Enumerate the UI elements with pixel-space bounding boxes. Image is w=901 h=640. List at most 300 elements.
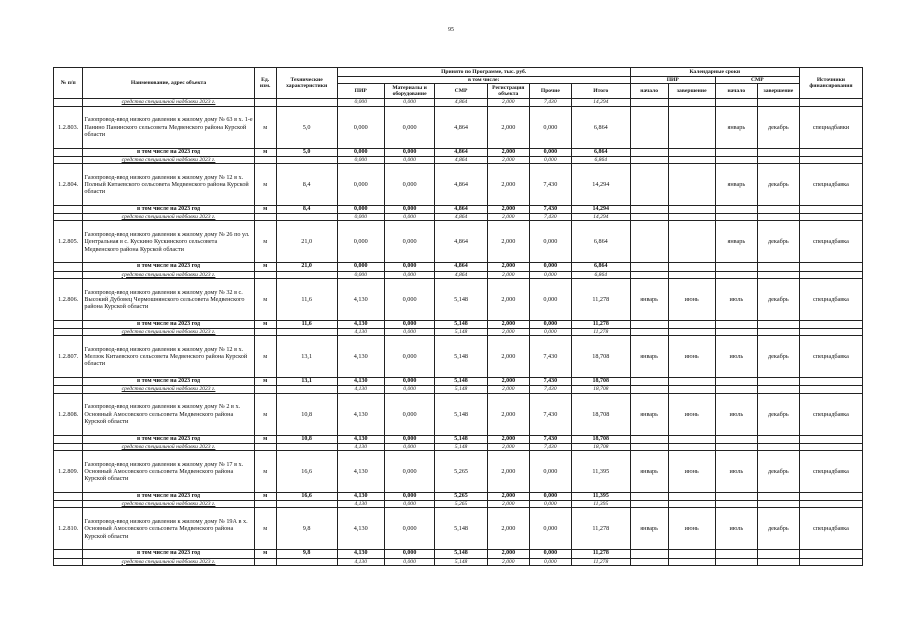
cell-source: спецнадбавка xyxy=(799,278,862,320)
incl-label: в том числе на 2023 год xyxy=(83,148,254,156)
empty-cell xyxy=(668,443,715,450)
empty-cell xyxy=(668,378,715,386)
empty-cell xyxy=(668,435,715,443)
cell-other: 0,000 xyxy=(529,263,571,271)
cell-smr-start: июль xyxy=(715,278,757,320)
cell-pir-end: июнь xyxy=(668,508,715,550)
empty-cell xyxy=(757,378,799,386)
cell-tech: 10,8 xyxy=(276,393,337,435)
object-row xyxy=(54,106,863,148)
cell-pir: 4,130 xyxy=(337,558,384,565)
cell-pir: 0,000 xyxy=(337,164,384,206)
col-cal-smr: СМР xyxy=(715,77,799,84)
col-reg: Регистрация объекта xyxy=(487,84,529,99)
cell-total: 18,708 xyxy=(571,378,630,386)
object-row xyxy=(54,336,863,378)
object-row xyxy=(54,393,863,435)
empty-cell xyxy=(757,493,799,501)
cell-reg: 2,000 xyxy=(487,214,529,221)
cell-unit: м xyxy=(254,106,276,148)
cell-other: 0,000 xyxy=(529,156,571,163)
cell-smr: 5,265 xyxy=(435,501,488,508)
cell-name: Газопровод-ввод низкого давления к жилому дому № 12 в х. Полный Китаевского сельсовета Медвенского района Курской области xyxy=(83,164,254,206)
empty-cell xyxy=(668,550,715,558)
table-body xyxy=(54,99,863,565)
cell-smr-start: январь xyxy=(715,164,757,206)
empty-cell xyxy=(276,501,337,508)
cell-pir: 0,000 xyxy=(337,214,384,221)
cell-reg: 2,000 xyxy=(487,501,529,508)
cell-unit: м xyxy=(254,320,276,328)
cell-tech: 11,6 xyxy=(276,278,337,320)
special-label: средства специальной надбавки 2023 г. xyxy=(83,99,254,106)
cell-reg: 2,000 xyxy=(487,558,529,565)
empty-cell xyxy=(799,206,862,214)
program-table xyxy=(53,67,863,566)
cell-smr: 4,864 xyxy=(435,263,488,271)
incl-row xyxy=(54,263,863,271)
cell-materials: 0,000 xyxy=(384,148,434,156)
cell-total: 11,278 xyxy=(571,278,630,320)
empty-cell xyxy=(668,148,715,156)
cell-unit: м xyxy=(254,508,276,550)
cell-source: спецнадбавка xyxy=(799,164,862,206)
cell-other: 7,430 xyxy=(529,206,571,214)
cell-reg: 2,000 xyxy=(487,329,529,336)
cell-other: 7,430 xyxy=(529,386,571,393)
cell-pir: 4,130 xyxy=(337,386,384,393)
cell-tech: 16,6 xyxy=(276,451,337,493)
special-label: средства специальной надбавки 2023 г. xyxy=(83,271,254,278)
cell-name: Газопровод-ввод низкого давления к жилому дому № 63 в х. 1-е Панино Панинского сельсовета Медвенского района Курской области xyxy=(83,106,254,148)
empty-cell xyxy=(757,148,799,156)
cell-num: 1.2.810. xyxy=(54,508,83,550)
cell-smr: 4,864 xyxy=(435,148,488,156)
cell-source: спецнадбавка xyxy=(799,393,862,435)
cell-total: 18,708 xyxy=(571,393,630,435)
cell-pir-end xyxy=(668,164,715,206)
cell-unit: м xyxy=(254,206,276,214)
empty-cell xyxy=(54,550,83,558)
empty-cell xyxy=(254,214,276,221)
col-source: Источники финансирования xyxy=(799,68,862,99)
cell-pir-start xyxy=(630,164,668,206)
empty-cell xyxy=(54,435,83,443)
empty-cell xyxy=(799,378,862,386)
cell-total: 18,708 xyxy=(571,386,630,393)
cell-smr: 5,265 xyxy=(435,493,488,501)
cell-tech: 13,1 xyxy=(276,378,337,386)
empty-cell xyxy=(54,558,83,565)
col-smr: СМР xyxy=(435,84,488,99)
cell-other: 7,430 xyxy=(529,435,571,443)
col-unit: Ед. изм. xyxy=(254,68,276,99)
cell-smr: 5,148 xyxy=(435,378,488,386)
empty-cell xyxy=(630,320,668,328)
col-other: Прочие xyxy=(529,84,571,99)
incl-label: в том числе на 2023 год xyxy=(83,435,254,443)
cell-reg: 2,000 xyxy=(487,206,529,214)
cell-smr: 5,148 xyxy=(435,435,488,443)
empty-cell xyxy=(254,386,276,393)
cell-unit: м xyxy=(254,336,276,378)
object-row xyxy=(54,278,863,320)
cell-smr-end: декабрь xyxy=(757,164,799,206)
cell-smr: 4,864 xyxy=(435,156,488,163)
cell-pir: 4,130 xyxy=(337,550,384,558)
empty-cell xyxy=(757,156,799,163)
special-row xyxy=(54,99,863,106)
empty-cell xyxy=(54,329,83,336)
cell-smr: 4,864 xyxy=(435,106,488,148)
empty-cell xyxy=(276,329,337,336)
object-row xyxy=(54,221,863,263)
empty-cell xyxy=(668,558,715,565)
cell-smr-end: декабрь xyxy=(757,393,799,435)
cell-materials: 0,000 xyxy=(384,206,434,214)
cell-num: 1.2.805. xyxy=(54,221,83,263)
empty-cell xyxy=(630,263,668,271)
cell-reg: 2,000 xyxy=(487,550,529,558)
empty-cell xyxy=(54,148,83,156)
cell-tech: 9,8 xyxy=(276,550,337,558)
empty-cell xyxy=(715,386,757,393)
cell-total: 14,294 xyxy=(571,206,630,214)
object-row xyxy=(54,451,863,493)
cell-reg: 2,000 xyxy=(487,99,529,106)
cell-tech: 16,6 xyxy=(276,493,337,501)
empty-cell xyxy=(715,214,757,221)
cell-other: 0,000 xyxy=(529,550,571,558)
cell-smr-end: декабрь xyxy=(757,336,799,378)
empty-cell xyxy=(799,558,862,565)
cell-total: 6,864 xyxy=(571,148,630,156)
object-row xyxy=(54,164,863,206)
cell-unit: м xyxy=(254,221,276,263)
empty-cell xyxy=(630,156,668,163)
cell-pir: 0,000 xyxy=(337,106,384,148)
cell-smr-end: декабрь xyxy=(757,106,799,148)
page-number: 95 xyxy=(448,27,454,33)
cell-reg: 2,000 xyxy=(487,164,529,206)
cell-unit: м xyxy=(254,493,276,501)
special-row xyxy=(54,501,863,508)
empty-cell xyxy=(630,435,668,443)
empty-cell xyxy=(715,501,757,508)
cell-reg: 2,000 xyxy=(487,393,529,435)
cell-materials: 0,000 xyxy=(384,336,434,378)
empty-cell xyxy=(757,271,799,278)
cell-other: 0,000 xyxy=(529,451,571,493)
cell-pir-start xyxy=(630,106,668,148)
cell-pir-start: январь xyxy=(630,451,668,493)
cell-total: 6,864 xyxy=(571,263,630,271)
cell-reg: 2,000 xyxy=(487,278,529,320)
incl-row xyxy=(54,320,863,328)
cell-materials: 0,000 xyxy=(384,156,434,163)
cell-pir-end: июнь xyxy=(668,278,715,320)
cell-smr-start: июль xyxy=(715,336,757,378)
cell-other: 7,430 xyxy=(529,378,571,386)
special-label: средства специальной надбавки 2023 г. xyxy=(83,156,254,163)
empty-cell xyxy=(276,156,337,163)
cell-name: Газопровод-ввод низкого давления к жилому дому № 26 по ул. Центральная в с. Кускино Кускинского сельсовета Медвенского района Курской области xyxy=(83,221,254,263)
incl-label: в том числе на 2023 год xyxy=(83,493,254,501)
empty-cell xyxy=(630,493,668,501)
special-row xyxy=(54,271,863,278)
cell-smr: 5,148 xyxy=(435,508,488,550)
cell-pir: 4,130 xyxy=(337,493,384,501)
cell-pir-start xyxy=(630,221,668,263)
cell-name: Газопровод-ввод низкого давления к жилому дому № 2 в х. Основный Амосовского сельсовета Медвенского района Курской области xyxy=(83,393,254,435)
incl-label: в том числе на 2023 год xyxy=(83,206,254,214)
empty-cell xyxy=(668,501,715,508)
cell-smr: 4,864 xyxy=(435,214,488,221)
incl-label: в том числе на 2023 год xyxy=(83,550,254,558)
empty-cell xyxy=(54,443,83,450)
object-row xyxy=(54,508,863,550)
cell-total: 11,278 xyxy=(571,558,630,565)
cell-pir: 0,000 xyxy=(337,148,384,156)
cell-smr: 4,864 xyxy=(435,221,488,263)
cell-smr: 5,148 xyxy=(435,386,488,393)
cell-tech: 5,0 xyxy=(276,106,337,148)
cell-total: 11,278 xyxy=(571,320,630,328)
cell-pir: 4,130 xyxy=(337,336,384,378)
special-row xyxy=(54,558,863,565)
cell-total: 11,278 xyxy=(571,508,630,550)
cell-materials: 0,000 xyxy=(384,278,434,320)
cell-reg: 2,000 xyxy=(487,386,529,393)
empty-cell xyxy=(799,320,862,328)
empty-cell xyxy=(799,386,862,393)
cell-pir-end: июнь xyxy=(668,451,715,493)
cell-num: 1.2.806. xyxy=(54,278,83,320)
empty-cell xyxy=(668,329,715,336)
special-row xyxy=(54,329,863,336)
empty-cell xyxy=(54,156,83,163)
cell-pir-end xyxy=(668,106,715,148)
cell-other: 7,430 xyxy=(529,99,571,106)
cell-pir: 0,000 xyxy=(337,263,384,271)
cell-other: 0,000 xyxy=(529,271,571,278)
empty-cell xyxy=(54,263,83,271)
cell-pir: 4,130 xyxy=(337,393,384,435)
cell-smr-end: декабрь xyxy=(757,451,799,493)
cell-other: 0,000 xyxy=(529,493,571,501)
empty-cell xyxy=(54,493,83,501)
cell-pir: 0,000 xyxy=(337,99,384,106)
cell-smr: 5,148 xyxy=(435,550,488,558)
cell-unit: м xyxy=(254,451,276,493)
cell-other: 0,000 xyxy=(529,558,571,565)
cell-name: Газопровод-ввод низкого давления к жилому дому № 19А в х. Основный Амосовского сельсовета Медвенского района Курской области xyxy=(83,508,254,550)
empty-cell xyxy=(276,443,337,450)
cell-smr: 4,864 xyxy=(435,164,488,206)
empty-cell xyxy=(715,443,757,450)
empty-cell xyxy=(630,386,668,393)
cell-num: 1.2.803. xyxy=(54,106,83,148)
col-total: Итого xyxy=(571,84,630,99)
cell-smr: 5,148 xyxy=(435,443,488,450)
cell-source: спецнадбавка xyxy=(799,221,862,263)
empty-cell xyxy=(757,501,799,508)
empty-cell xyxy=(630,501,668,508)
cell-other: 0,000 xyxy=(529,148,571,156)
empty-cell xyxy=(757,386,799,393)
empty-cell xyxy=(799,501,862,508)
cell-materials: 0,000 xyxy=(384,271,434,278)
cell-smr: 4,864 xyxy=(435,206,488,214)
cell-total: 11,395 xyxy=(571,501,630,508)
cell-tech: 8,4 xyxy=(276,164,337,206)
empty-cell xyxy=(668,206,715,214)
cell-reg: 2,000 xyxy=(487,336,529,378)
col-incl: в том числе: xyxy=(337,77,630,84)
col-num: № п/п xyxy=(54,68,83,99)
cell-materials: 0,000 xyxy=(384,386,434,393)
cell-num: 1.2.809. xyxy=(54,451,83,493)
cell-pir: 4,130 xyxy=(337,501,384,508)
cell-materials: 0,000 xyxy=(384,550,434,558)
cell-other: 0,000 xyxy=(529,329,571,336)
cell-other: 0,000 xyxy=(529,221,571,263)
cell-materials: 0,000 xyxy=(384,493,434,501)
empty-cell xyxy=(799,148,862,156)
empty-cell xyxy=(254,558,276,565)
col-pir-end: завершение xyxy=(668,84,715,99)
empty-cell xyxy=(715,271,757,278)
cell-reg: 2,000 xyxy=(487,221,529,263)
special-label: средства специальной надбавки 2023 г. xyxy=(83,386,254,393)
empty-cell xyxy=(254,271,276,278)
cell-tech: 21,0 xyxy=(276,221,337,263)
empty-cell xyxy=(276,214,337,221)
empty-cell xyxy=(54,501,83,508)
empty-cell xyxy=(54,378,83,386)
special-row xyxy=(54,386,863,393)
cell-tech: 10,8 xyxy=(276,435,337,443)
col-smr-start: начало xyxy=(715,84,757,99)
empty-cell xyxy=(799,493,862,501)
cell-materials: 0,000 xyxy=(384,501,434,508)
cell-pir-end: июнь xyxy=(668,336,715,378)
cell-materials: 0,000 xyxy=(384,329,434,336)
cell-pir: 4,130 xyxy=(337,451,384,493)
cell-num: 1.2.808. xyxy=(54,393,83,435)
cell-smr-end: декабрь xyxy=(757,278,799,320)
cell-unit: м xyxy=(254,550,276,558)
empty-cell xyxy=(715,493,757,501)
cell-unit: м xyxy=(254,263,276,271)
empty-cell xyxy=(715,263,757,271)
cell-total: 18,708 xyxy=(571,336,630,378)
cell-materials: 0,000 xyxy=(384,263,434,271)
cell-pir: 4,130 xyxy=(337,378,384,386)
cell-total: 18,708 xyxy=(571,435,630,443)
empty-cell xyxy=(668,156,715,163)
cell-other: 7,430 xyxy=(529,164,571,206)
empty-cell xyxy=(757,443,799,450)
cell-reg: 2,000 xyxy=(487,378,529,386)
cell-reg: 2,000 xyxy=(487,443,529,450)
cell-smr-start: июль xyxy=(715,508,757,550)
empty-cell xyxy=(254,156,276,163)
cell-smr-end: декабрь xyxy=(757,508,799,550)
cell-tech: 13,1 xyxy=(276,336,337,378)
col-materials: Материалы и оборудование xyxy=(384,84,434,99)
cell-total: 11,278 xyxy=(571,329,630,336)
cell-materials: 0,000 xyxy=(384,508,434,550)
cell-source: спецнадбавка xyxy=(799,451,862,493)
empty-cell xyxy=(668,386,715,393)
cell-total: 6,864 xyxy=(571,106,630,148)
cell-other: 7,430 xyxy=(529,214,571,221)
cell-tech: 21,0 xyxy=(276,263,337,271)
special-label: средства специальной надбавки 2023 г. xyxy=(83,501,254,508)
cell-reg: 2,000 xyxy=(487,271,529,278)
table-header xyxy=(54,68,863,99)
cell-total: 11,278 xyxy=(571,550,630,558)
empty-cell xyxy=(254,443,276,450)
empty-cell xyxy=(715,558,757,565)
empty-cell xyxy=(757,435,799,443)
cell-pir: 0,000 xyxy=(337,206,384,214)
cell-total: 6,864 xyxy=(571,221,630,263)
cell-other: 0,000 xyxy=(529,320,571,328)
empty-cell xyxy=(630,206,668,214)
empty-cell xyxy=(276,558,337,565)
cell-pir: 4,130 xyxy=(337,320,384,328)
col-name: Наименование, адрес объекта xyxy=(83,68,254,99)
cell-smr: 5,148 xyxy=(435,558,488,565)
cell-materials: 0,000 xyxy=(384,221,434,263)
empty-cell xyxy=(715,550,757,558)
cell-materials: 0,000 xyxy=(384,435,434,443)
cell-materials: 0,000 xyxy=(384,393,434,435)
special-label: средства специальной надбавки 2023 г. xyxy=(83,558,254,565)
cell-unit: м xyxy=(254,164,276,206)
cell-pir-end: июнь xyxy=(668,393,715,435)
incl-row xyxy=(54,493,863,501)
incl-label: в том числе на 2023 год xyxy=(83,263,254,271)
cell-tech: 11,6 xyxy=(276,320,337,328)
col-cal-pir: ПИР xyxy=(630,77,715,84)
cell-reg: 2,000 xyxy=(487,451,529,493)
empty-cell xyxy=(799,443,862,450)
cell-reg: 2,000 xyxy=(487,435,529,443)
cell-smr-start: июль xyxy=(715,393,757,435)
cell-name: Газопровод-ввод низкого давления к жилому дому № 12 в х. Мелзок Китаевского сельсовета Медвенского района Курской области xyxy=(83,336,254,378)
empty-cell xyxy=(630,443,668,450)
empty-cell xyxy=(715,148,757,156)
empty-cell xyxy=(630,148,668,156)
empty-cell xyxy=(630,550,668,558)
cell-reg: 2,000 xyxy=(487,508,529,550)
empty-cell xyxy=(757,550,799,558)
cell-pir: 0,000 xyxy=(337,221,384,263)
cell-reg: 2,000 xyxy=(487,263,529,271)
empty-cell xyxy=(715,378,757,386)
empty-cell xyxy=(757,329,799,336)
cell-pir-start: январь xyxy=(630,508,668,550)
empty-cell xyxy=(668,214,715,221)
empty-cell xyxy=(799,550,862,558)
cell-source: спецнадбавка xyxy=(799,508,862,550)
cell-total: 14,294 xyxy=(571,164,630,206)
cell-unit: м xyxy=(254,378,276,386)
empty-cell xyxy=(668,263,715,271)
